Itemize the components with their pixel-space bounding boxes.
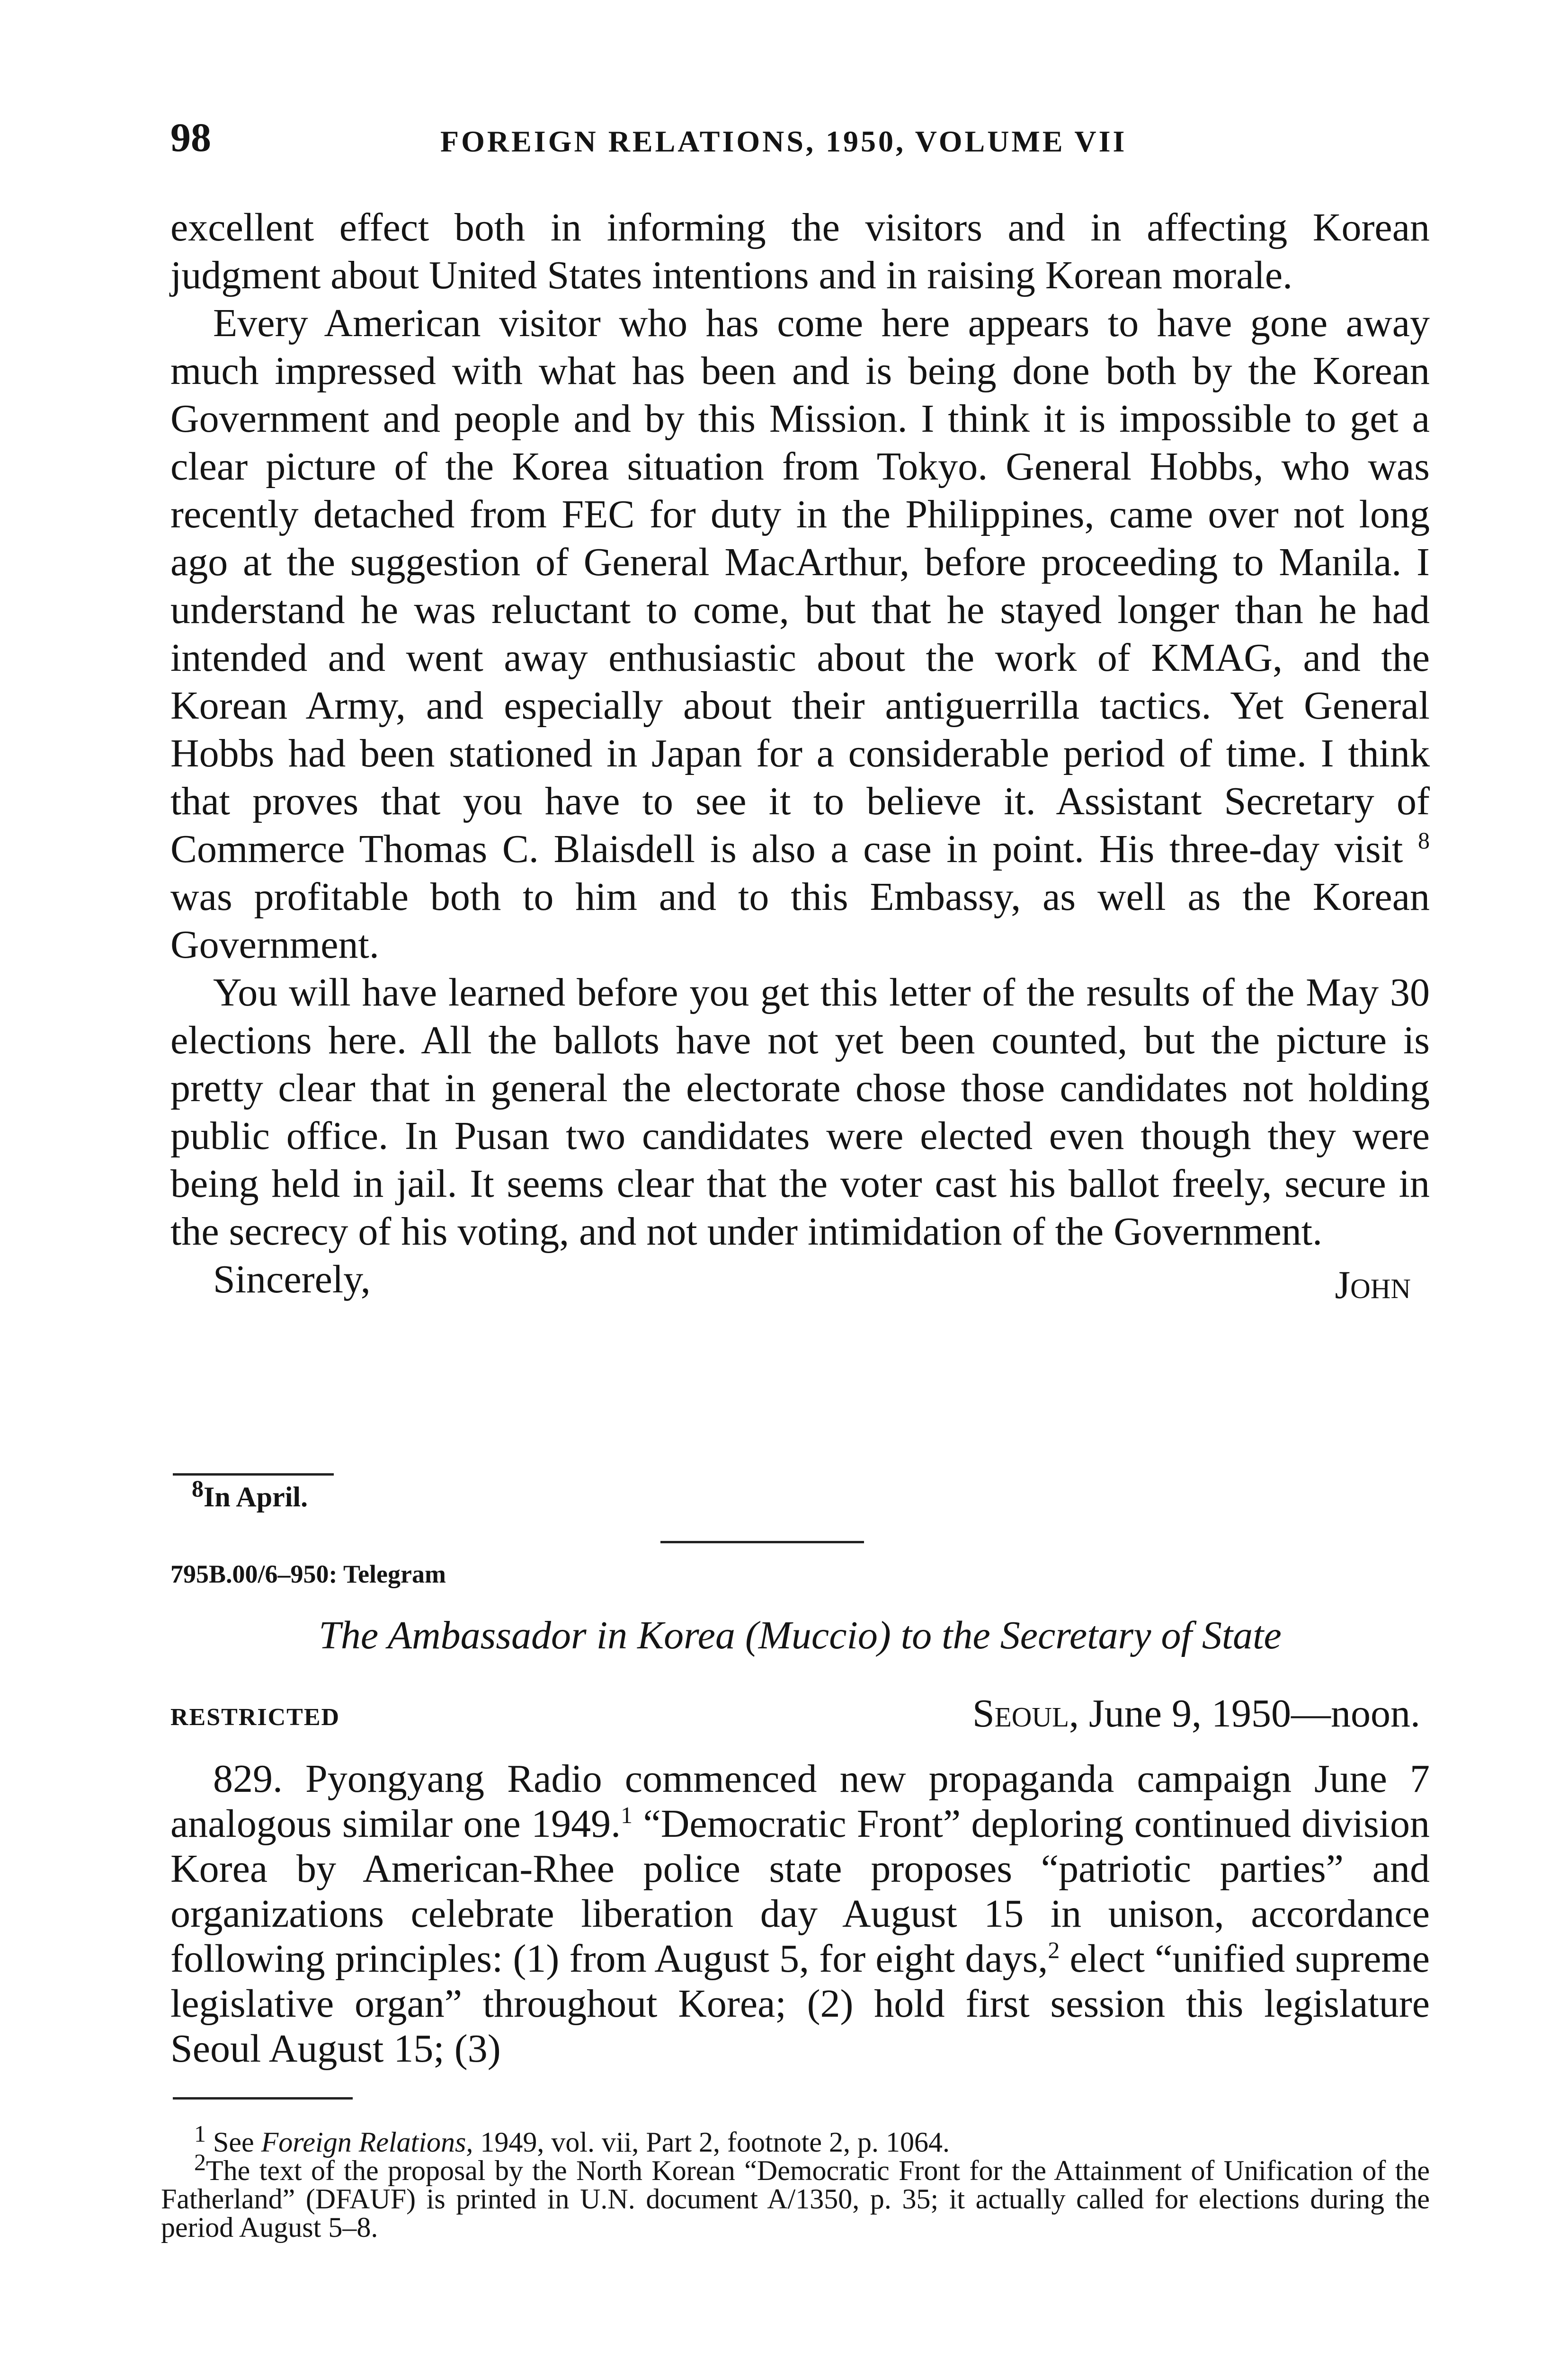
telegram-text-1: 829. Pyongyang Radio commenced new propaganda campaign June 7 analogous similar one 1949. <box>170 1757 1430 1846</box>
letter-closing: Sincerely, <box>213 1257 371 1301</box>
telegram-paragraph <box>170 1756 1430 2071</box>
footnote-2-marker: 2 <box>194 2149 206 2175</box>
telegram-text-2: “Democratic Front” deploring continued division Korea by American-Rhee police state proposes “patriotic parties” and organizations celebrate liberation day August 15 in unison, accordance following principles: (1) from August 5, for eight days, <box>170 1802 1430 1981</box>
footnote-1-post: 1949, vol. vii, Part 2, footnote 2, p. 1064. <box>480 2127 950 2158</box>
letter-paragraph-2-text: Every American visitor who has come here appears to have gone away much impressed with what has been and is being done both by the Korean Government and people and by this Mission. I think it is impossible to get a clear picture of the Korea situation from Tokyo. General Hobbs, who was recently detached from FEC for duty in the Philippines, came over not long ago at the suggestion of General MacArthur, before proceeding to Manila. I understand he was reluctant to come, but that he stayed longer than he had intended and went away enthusiastic about the work of KMAG, and the Korean Army, and especially about their antiguerrilla tactics. Yet General Hobbs had been stationed in Japan for a considerable period of time. I think that proves that you have to see it to believe it. Assistant Secretary of Commerce Thomas C. Blaisdell is also a case in point. His three-day visit <box>170 301 1430 871</box>
page-number: 98 <box>170 115 211 160</box>
classification-label: RESTRICTED <box>170 1704 340 1731</box>
running-head: FOREIGN RELATIONS, 1950, VOLUME VII <box>440 125 1127 158</box>
letter-paragraph-3: You will have learned before you get this letter of the results of the May 30 elections here. All the ballots have not yet been counted, but the picture is pretty clear that in general the electorate chose those candidates not holding public office. In Pusan two candidates were elected even though they were being held in jail. It seems clear that the voter cast his ballot freely, secure in the secrecy of his voting, and not under intimidation of the Government. <box>170 970 1430 1254</box>
footnote-1-marker: 1 <box>194 2120 206 2147</box>
footnotes-block <box>161 2120 1430 2243</box>
footnote-8-marker: 8 <box>192 1475 204 1502</box>
footnote-2 <box>161 2149 1430 2243</box>
letter-closing-row <box>170 1255 1430 1307</box>
footnote-rule-2 <box>173 2097 353 2100</box>
footnote-2-text: The text of the proposal by the North Korean “Democratic Front for the Attainment of Unification of the Fatherland” (DFAUF) is printed in U.N. document A/1350, p. 35; it actually called for elections during the period August 5–8. <box>161 2155 1430 2243</box>
document-reference: 795B.00/6–950: Telegram <box>170 1560 446 1588</box>
document-title: The Ambassador in Korea (Muccio) to the Secretary of State <box>319 1613 1282 1657</box>
page-header <box>170 114 1430 166</box>
footnote-ref-2: 2 <box>1048 1937 1060 1963</box>
footnote-8-text: In April. <box>204 1481 308 1513</box>
dateline-city: Seoul, <box>972 1691 1079 1735</box>
letter-body <box>170 204 1430 1307</box>
footnote-1-title: Foreign Relations, <box>261 2127 473 2158</box>
letter-paragraph-2 <box>170 299 1430 969</box>
section-divider <box>660 1541 864 1543</box>
footnote-8 <box>192 1475 308 1516</box>
footnote-ref-8: 8 <box>1418 827 1430 854</box>
footnote-ref-1: 1 <box>621 1802 633 1828</box>
footnote-1-pre: See <box>213 2127 254 2158</box>
letter-paragraph-1: excellent effect both in informing the visitors and in affecting Korean judgment about United States intentions and in raising Korean morale. <box>170 205 1430 297</box>
dateline-row <box>170 1690 1430 1742</box>
footnote-1 <box>161 2120 1430 2158</box>
telegram-body <box>170 1756 1430 2071</box>
telegram-text-3: elect “unified supreme legislative organ” throughout Korea; (2) hold first session this legislature Seoul August 15; (3) <box>170 1937 1430 2071</box>
dateline <box>972 1690 1420 1737</box>
dateline-date: June 9, 1950—noon. <box>1089 1691 1420 1735</box>
letter-paragraph-2-tail: was profitable both to him and to this Embassy, as well as the Korean Government. <box>170 875 1430 967</box>
letter-signature: John <box>1335 1263 1411 1307</box>
